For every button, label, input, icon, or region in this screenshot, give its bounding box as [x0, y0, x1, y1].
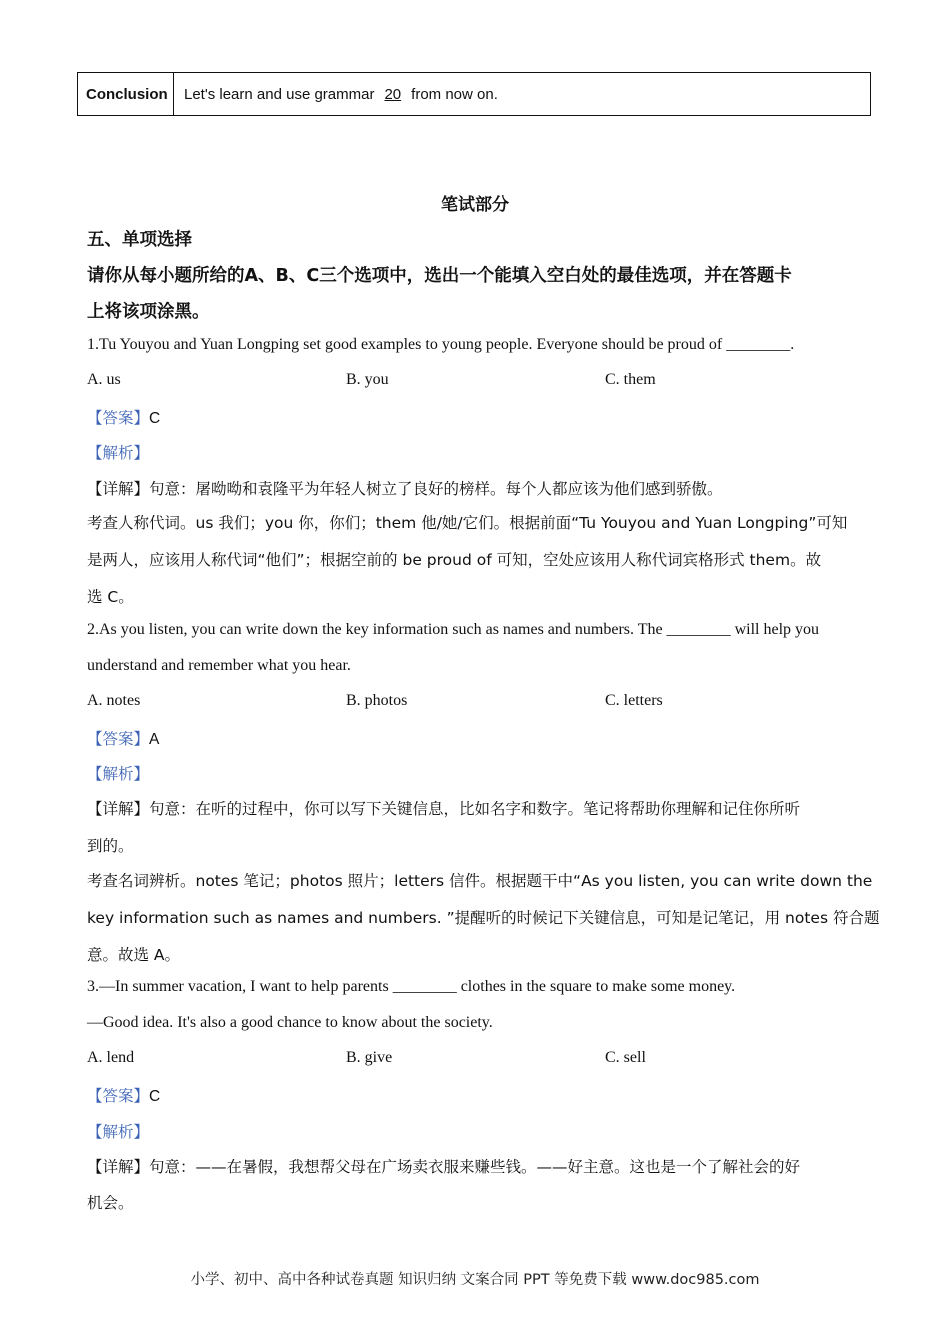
blank-number: 20 — [384, 85, 402, 103]
section-heading: 五、单项选择 — [87, 230, 192, 250]
answer-value: C — [149, 1088, 161, 1105]
question-3-option-a: A. lend — [87, 1049, 135, 1066]
conclusion-text-before: Let's learn and use grammar — [184, 85, 375, 103]
question-3-analysis-label: 【解析】 — [87, 1123, 150, 1141]
answer-label: 【答案】 — [87, 730, 150, 748]
question-1-detail-4: 选 C。 — [87, 588, 134, 606]
conclusion-text-after: from now on. — [411, 85, 498, 103]
question-1-answer — [87, 406, 160, 428]
instruction-line-1: 请你从每小题所给的A、B、C三个选项中，选出一个能填入空白处的最佳选项，并在答题卡 — [87, 266, 792, 286]
question-1-analysis-label: 【解析】 — [87, 444, 150, 462]
question-3-detail-2: 机会。 — [87, 1194, 134, 1212]
question-1-detail-2: 考查人称代词。us 我们；you 你，你们；them 他/她/它们。根据前面“Tu Youyou and Yuan Longping”可知 — [87, 514, 848, 532]
answer-value: A — [149, 731, 160, 748]
question-2-detail-4: key information such as names and numbers. ”提醒听的时候记下关键信息，可知是记笔记，用 notes 符合题 — [87, 909, 880, 927]
question-3-option-b: B. give — [346, 1049, 393, 1066]
question-2-option-b: B. photos — [346, 692, 408, 709]
question-1-detail-1: 【详解】句意：屠呦呦和袁隆平为年轻人树立了良好的榜样。每个人都应该为他们感到骄傲。 — [87, 480, 723, 498]
question-2-stem-2: understand and remember what you hear. — [87, 657, 351, 674]
answer-label: 【答案】 — [87, 1087, 150, 1105]
answer-label: 【答案】 — [87, 409, 150, 427]
question-3-option-c: C. sell — [605, 1049, 646, 1066]
question-1-option-b: B. you — [346, 371, 389, 388]
question-3-stem-1: 3.—In summer vacation, I want to help parents ________ clothes in the square to make some money. — [87, 978, 736, 995]
question-2-detail-3: 考查名词辨析。notes 笔记；photos 照片；letters 信件。根据题干中“As you listen, you can write down the — [87, 872, 873, 890]
question-2-option-c: C. letters — [605, 692, 663, 709]
question-1-detail-3: 是两人，应该用人称代词“他们”；根据空前的 be proud of 可知，空处应该用人称代词宾格形式 them。故 — [87, 551, 822, 569]
question-2-stem-1: 2.As you listen, you can write down the key information such as names and numbers. The ________ will help you — [87, 621, 820, 638]
question-1-option-c: C. them — [605, 371, 656, 388]
page-footer: 小学、初中、高中各种试卷真题 知识归纳 文案合同 PPT 等免费下载 www.doc985.com — [190, 1272, 760, 1288]
conclusion-label: Conclusion — [78, 73, 174, 115]
question-2-detail-2: 到的。 — [87, 837, 134, 855]
question-2-analysis-label: 【解析】 — [87, 765, 150, 783]
answer-value: C — [149, 410, 161, 427]
question-2-detail-1: 【详解】句意：在听的过程中，你可以写下关键信息，比如名字和数字。笔记将帮助你理解和记住你所听 — [87, 800, 801, 818]
section-title: 笔试部分 — [441, 195, 509, 215]
conclusion-table — [77, 72, 871, 116]
question-3-answer — [87, 1084, 160, 1106]
question-3-stem-2: —Good idea. It's also a good chance to know about the society. — [87, 1014, 493, 1031]
question-2-answer — [87, 727, 159, 749]
question-2-option-a: A. notes — [87, 692, 141, 709]
question-1-option-a: A. us — [87, 371, 121, 388]
question-3-detail-1: 【详解】句意：——在暑假，我想帮父母在广场卖衣服来赚些钱。——好主意。这也是一个了解社会的好 — [87, 1158, 801, 1176]
conclusion-text — [174, 73, 870, 115]
instruction-line-2: 上将该项涂黑。 — [87, 302, 210, 322]
question-1-stem: 1.Tu Youyou and Yuan Longping set good examples to young people. Everyone should be proud of ________. — [87, 336, 795, 353]
question-2-detail-5: 意。故选 A。 — [87, 946, 181, 964]
